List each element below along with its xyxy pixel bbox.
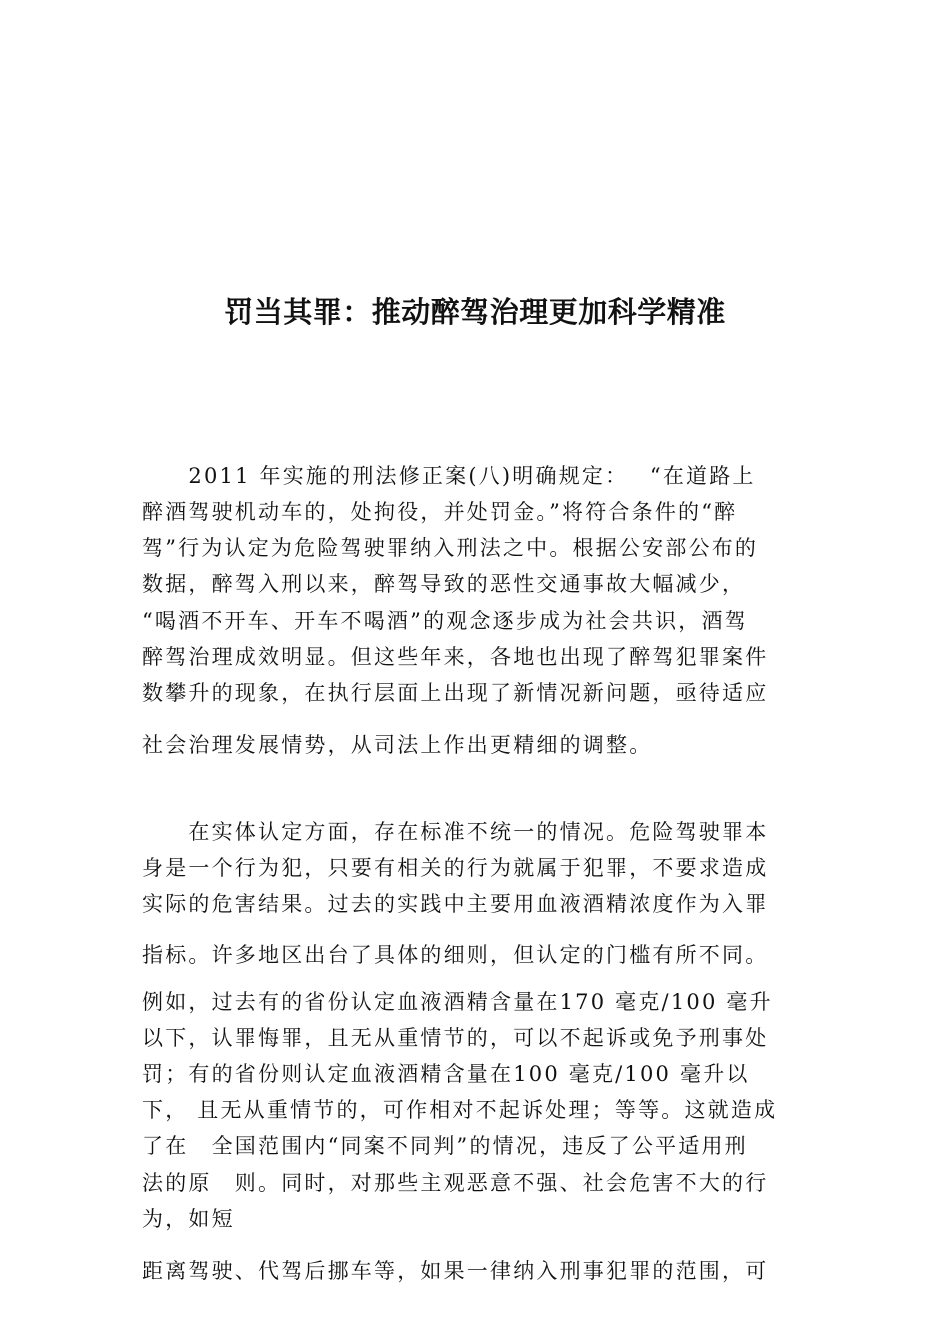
paragraph-line: 社会治理发展情势，从司法上作出更精细的调整。 <box>142 733 653 757</box>
paragraph-line: 指标。许多地区出台了具体的细则，但认定的门槛有所不同。 <box>142 943 769 967</box>
paragraph-line: 2011 年实施的刑法修正案(八)明确规定： “在道路上 <box>142 464 756 488</box>
paragraph-line: 了在 全国范围内“同案不同判”的情况，违反了公平适用刑 <box>142 1134 748 1158</box>
paragraph-line: 为，如短 <box>142 1207 235 1231</box>
paragraph-line: “喝酒不开车、开车不喝酒”的观念逐步成为社会共识，酒驾 <box>142 609 748 633</box>
paragraph-line: 距离驾驶、代驾后挪车等，如果一律纳入刑事犯罪的范围，可 <box>142 1259 769 1283</box>
paragraph-line: 醉驾治理成效明显。但这些年来，各地也出现了醉驾犯罪案件 <box>142 645 769 669</box>
paragraph-line: 以下，认罪悔罪，且无从重情节的，可以不起诉或免予刑事处 <box>142 1026 769 1050</box>
paragraph-line: 身是一个行为犯，只要有相关的行为就属于犯罪，不要求造成 <box>142 856 769 880</box>
paragraph-line: 例如，过去有的省份认定血液酒精含量在170 毫克/100 毫升 <box>142 990 773 1014</box>
paragraph-line: 数攀升的现象，在执行层面上出现了新情况新问题，亟待适应 <box>142 681 769 705</box>
document-title: 罚当其罪：推动醉驾治理更加科学精准 <box>224 295 726 329</box>
paragraph-line: 法的原 则。同时，对那些主观恶意不强、社会危害不大的行 <box>142 1171 769 1195</box>
paragraph-line: 驾”行为认定为危险驾驶罪纳入刑法之中。根据公安部公布的 <box>142 536 759 560</box>
paragraph-line: 数据，醉驾入刑以来，醉驾导致的恶性交通事故大幅减少， <box>142 572 746 596</box>
paragraph-line: 罚；有的省份则认定血液酒精含量在100 毫克/100 毫升以 <box>142 1062 750 1086</box>
paragraph-line: 下， 且无从重情节的，可作相对不起诉处理；等等。这就造成 <box>142 1098 778 1122</box>
paragraph-line: 醉酒驾驶机动车的，处拘役，并处罚金。”将符合条件的“醉 <box>142 500 738 524</box>
paragraph-line: 在实体认定方面，存在标准不统一的情况。危险驾驶罪本 <box>142 820 769 844</box>
paragraph-line: 实际的危害结果。过去的实践中主要用血液酒精浓度作为入罪 <box>142 892 769 916</box>
